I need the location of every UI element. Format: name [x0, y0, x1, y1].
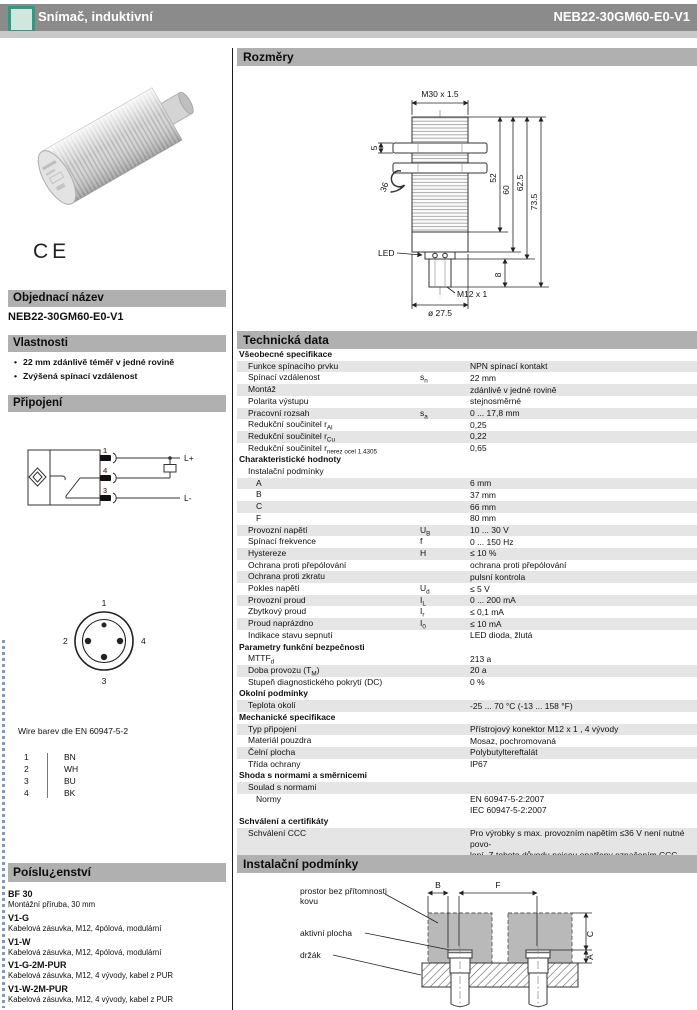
- dim-m30-label: M30 x 1.5: [421, 89, 459, 99]
- tech-row: A 6 mm: [237, 478, 697, 490]
- wiring-diagram: [20, 443, 220, 518]
- accessory-name: V1-W-2M-PUR: [8, 983, 68, 994]
- tech-section-header: Mechanické specifikace: [239, 711, 336, 722]
- wire-lplus-label: L+: [184, 453, 194, 463]
- tech-row: Hystereze H ≤ 10 %: [237, 548, 697, 560]
- dim-diameter-label: ø 27.5: [427, 308, 453, 318]
- accessory-description: Kabelová zásuvka, M12, 4 vývody, kabel z PUR: [8, 994, 173, 1004]
- technical-data-table: [237, 349, 697, 860]
- tech-row: Materiál pouzdra Mosaz, pochromovaná: [248, 735, 556, 746]
- section-order-name: Objednací název: [8, 290, 226, 307]
- tech-row: $MTTF_d$ 213 a: [248, 653, 492, 666]
- tech-section-header: Všeobecné specifikace: [239, 349, 333, 359]
- wire-lminus-label: L-: [184, 493, 192, 503]
- tech-row: Čelní plocha Polybutyltereftalát: [237, 747, 697, 759]
- dim-wrench-36-label: 36: [377, 180, 391, 194]
- accessory-name: V1-W: [8, 936, 31, 947]
- dim-62-5-label: 62.5: [515, 174, 525, 192]
- dim-73-5-label: 73.5: [529, 193, 539, 211]
- tech-row: Funkce spínacího prvku NPN spínací kontakt: [237, 361, 697, 373]
- metal-free-zone-label-line2: kovu: [300, 896, 318, 906]
- install-dim-c-label: C: [585, 930, 595, 938]
- tech-row: Schválení CCC Pro výrobky s max. provozním napětím ≤36 V není nutné povo-: [237, 828, 697, 861]
- accessories-list: [8, 886, 228, 1004]
- accessory-name: V1-G: [8, 912, 30, 923]
- tech-row: B 37 mm: [256, 489, 496, 500]
- pinout-pin2-label: 2: [63, 636, 68, 646]
- tech-section-header: Parametry funkční bezpečnosti: [239, 641, 365, 652]
- tech-row: Redukční součinitel $r_{Al}$ 0,25: [248, 419, 487, 432]
- tech-row: Normy EN 60947-5-2:2007 IEC 60947-5-2:2007: [256, 793, 547, 816]
- order-name-value: NEB22-30GM60-E0-V1: [8, 311, 124, 323]
- tech-row: Zbytkový proud $I_r$ ≤ 0,1 mA: [248, 606, 504, 620]
- dim-m12-label: M12 x 1: [457, 289, 488, 299]
- section-installation-conditions: Instalační podmínky: [237, 855, 697, 873]
- tech-row: Polarita výstupu stejnosměrné: [248, 395, 522, 407]
- wire-colors-title: Wire barev dle EN 60947-5-2: [18, 726, 129, 736]
- pinout-pin4-label: 4: [141, 636, 146, 646]
- accessory-description: Kabelová zásuvka, M12, 4pólová, modulární: [8, 947, 162, 957]
- tech-row: Provozní napětí $U_B$ 10 ... 30 V: [237, 525, 697, 537]
- accessory-description: Montážní příruba, 30 mm: [8, 900, 96, 910]
- wire-pin4-label: 4: [103, 466, 108, 475]
- ce-mark: CE: [33, 240, 71, 263]
- connector-pinout-diagram: [50, 596, 160, 691]
- dim-52-label: 52: [488, 173, 498, 183]
- tech-row: Indikace stavu sepnutí LED dioda, žlutá: [248, 629, 533, 641]
- part-number: NEB22-30GM60-E0-V1: [553, 9, 690, 24]
- wire-color-row: 2 WH: [24, 764, 79, 774]
- header-substrip: [0, 31, 697, 38]
- wire-table-divider: [47, 753, 48, 798]
- dim-60-label: 60: [501, 185, 511, 195]
- accessory-name: V1-G-2M-PUR: [8, 960, 67, 971]
- accessory-name: BF 30: [8, 889, 33, 900]
- product-category-icon: [8, 6, 35, 33]
- wire-color-row: 3 BU: [24, 776, 76, 786]
- tech-row: Pokles napětí $U_d$ ≤ 5 V: [248, 583, 490, 596]
- tech-row: Instalační podmínky: [248, 466, 324, 477]
- led-label: LED: [378, 248, 395, 258]
- wire-pin1-label: 1: [103, 446, 108, 455]
- features-list: [10, 357, 228, 384]
- vertical-margin-text: [2, 640, 5, 1008]
- column-divider: [232, 48, 233, 1010]
- tech-section-header: Charakteristické hodnoty: [239, 454, 342, 465]
- tech-row: Spínací frekvence f 0 ... 150 Hz: [248, 536, 514, 547]
- tech-row: Redukční součinitel $r_{nerez ocel 1.4305}$ 0,65: [248, 442, 487, 456]
- tech-row: Stupeň diagnostického pokrytí (DC) 0 %: [248, 676, 485, 688]
- tech-row: Montáž zdánlivě v jedné rovině: [237, 384, 697, 396]
- tech-row: Proud naprázdno $I_0$ ≤ 10 mA: [237, 618, 697, 630]
- page-header: [0, 4, 697, 31]
- tech-row: Ochrana proti zkratu pulsní kontrola: [237, 571, 697, 583]
- tech-row: Doba provozu $(T_M)$ 20 a: [237, 665, 697, 677]
- accessory-description: Kabelová zásuvka, M12, 4pólová, modulární: [8, 923, 162, 933]
- section-accessories: Poíslu¿enství: [8, 863, 226, 882]
- tech-row: F 80 mm: [256, 512, 496, 524]
- tech-row: Typ připojení Přístrojový konektor M12 x 1 , 4 vývody: [237, 724, 697, 736]
- tech-section-header: Schválení a certifikáty: [239, 815, 329, 826]
- dim-5-label: 5: [369, 145, 379, 151]
- tech-row: Teplota okolí -25 ... 70 °C (-13 ... 158 °F): [237, 700, 697, 712]
- tech-section-header: Okolní podmínky: [239, 688, 308, 699]
- wire-color-row: 1 BN: [24, 752, 76, 762]
- tech-row: Redukční součinitel $r_{Cu}$ 0,22: [237, 431, 697, 443]
- wire-colors-table: [20, 751, 78, 799]
- feature-item: • Zvýšená spínací vzdálenost: [14, 370, 138, 381]
- section-technical-data: Technická data: [237, 331, 697, 349]
- accessory-description: Kabelová zásuvka, M12, 4 vývody, kabel z PUR: [8, 971, 173, 981]
- tech-row: C 66 mm: [237, 501, 697, 513]
- section-dimensions: Rozměry: [237, 48, 697, 66]
- install-dim-a-label: A: [585, 954, 595, 960]
- product-photo: [20, 52, 215, 237]
- tech-row: Spínací vzdálenost $s_n$ 22 mm: [248, 372, 496, 386]
- active-surface-label: aktivní plocha: [300, 928, 352, 938]
- metal-free-zone-label-line1: prostor bez přítomnosti: [300, 886, 387, 896]
- dimension-drawing: [250, 76, 580, 324]
- pinout-pin3-label: 3: [101, 676, 107, 686]
- tech-row: Soulad s normami: [237, 782, 697, 794]
- tech-row: Pracovní rozsah $s_a$ 0 ... 17,8 mm: [237, 408, 697, 420]
- dim-8-label: 8: [493, 272, 503, 278]
- page-title: Snímač, induktivní: [38, 9, 153, 24]
- holder-label: držák: [300, 950, 321, 960]
- wire-pin3-label: 3: [103, 486, 108, 495]
- tech-row: Provozní proud $I_L$ 0 ... 200 mA: [237, 595, 697, 607]
- section-connection: Připojení: [8, 395, 226, 412]
- wire-color-row: 4 BK: [24, 788, 76, 798]
- feature-item: • 22 mm zdánlivě téměř v jedné rovině: [14, 357, 175, 367]
- section-features: Vlastnosti: [8, 335, 226, 352]
- pinout-pin1-label: 1: [101, 598, 107, 608]
- tech-row: Třída ochrany IP67: [248, 758, 488, 770]
- install-dim-f-label: F: [495, 880, 501, 890]
- tech-section-header: Shoda s normami a směrnicemi: [239, 770, 368, 781]
- installation-diagram: [245, 876, 690, 1010]
- tech-row: Ochrana proti přepólování ochrana proti přepólování: [248, 559, 567, 571]
- install-dim-b-label: B: [435, 880, 441, 890]
